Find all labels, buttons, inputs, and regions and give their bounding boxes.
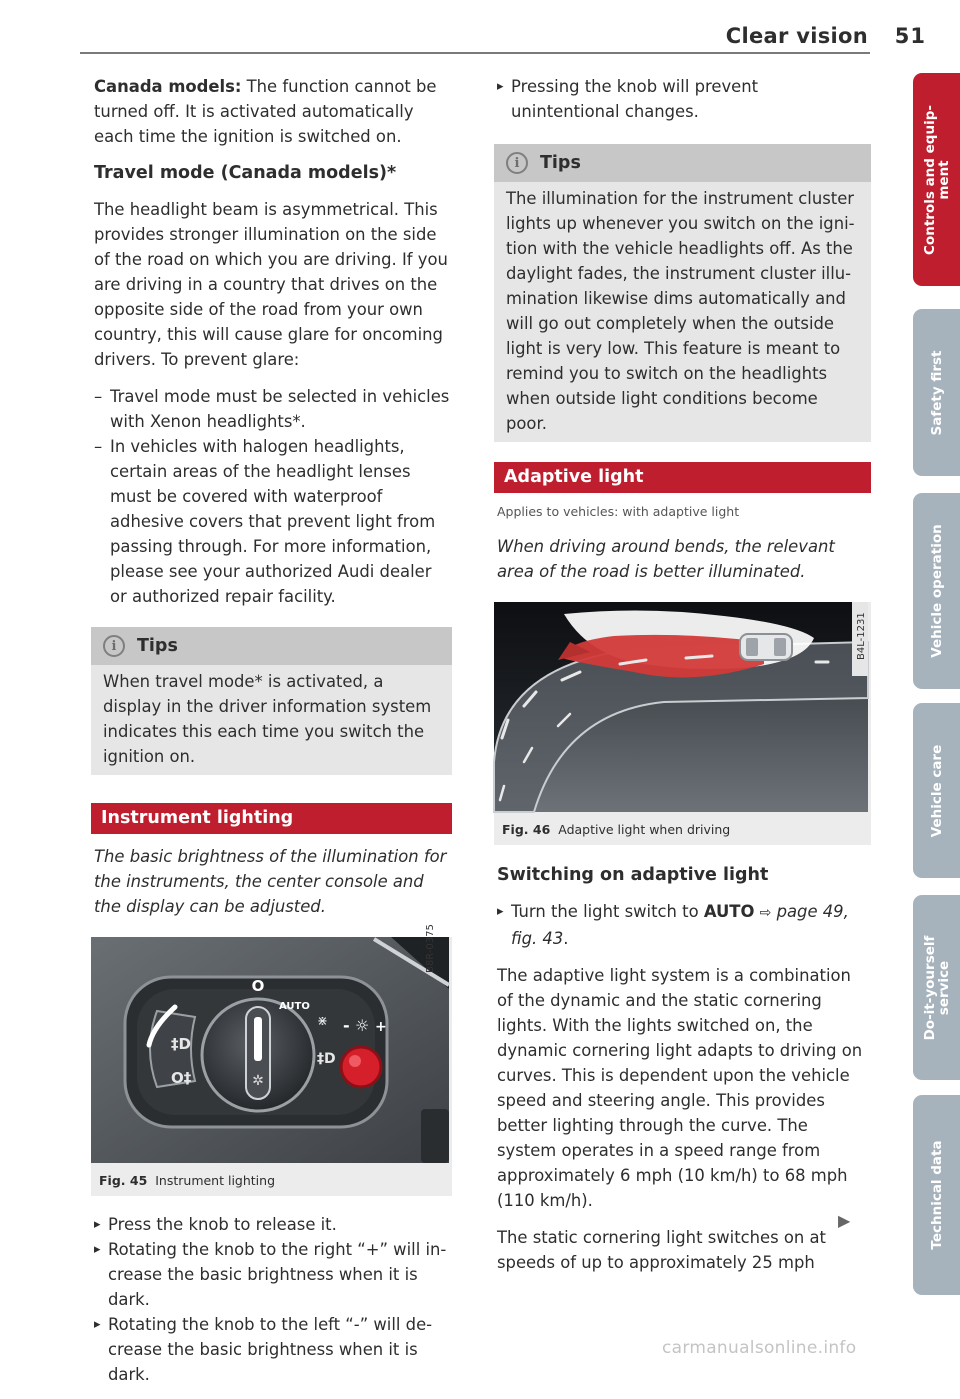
tab-label: Controls and equip- ment bbox=[921, 104, 952, 255]
instrument-lighting-heading: Instrument lighting bbox=[91, 803, 452, 834]
tab-controls-and-equipment[interactable] bbox=[913, 73, 960, 286]
figure-number: Fig. 45 bbox=[99, 1173, 148, 1188]
tab-label: Safety first bbox=[928, 350, 945, 435]
figure-caption bbox=[91, 1170, 452, 1196]
svg-text:‡D: ‡D bbox=[171, 1035, 191, 1053]
reference-arrow-icon: ⇨ bbox=[759, 905, 772, 921]
list-item: ▸ Rotating the knob to the left “-” will decrease the basic brightness when it is dark. bbox=[94, 1312, 452, 1387]
header-rule bbox=[80, 52, 870, 54]
watermark: carmanualsonline.info bbox=[662, 1338, 857, 1358]
svg-text:☼: ☼ bbox=[355, 1016, 370, 1035]
page-reference-link[interactable]: page 49, fig. 43 bbox=[511, 902, 849, 948]
list-item: – In vehicles with halogen headlights, certain areas of the headlight lenses must be covered with waterproof adhesive covers that prevent light from passing through. For more information, please see your authorized Audi dealer or authorized repair facility. bbox=[94, 434, 452, 609]
switch-off-label: O bbox=[251, 977, 265, 995]
left-column bbox=[94, 74, 452, 1399]
tips-header bbox=[494, 144, 871, 182]
canada-lead: Canada models: bbox=[94, 77, 242, 96]
list-item: ▸ Rotating the knob to the right “+” will increase the basic brightness when it is dark. bbox=[94, 1237, 452, 1312]
list-item: ▸ Pressing the knob will prevent unintentional changes. bbox=[497, 74, 871, 124]
continue-arrow-icon: ▶ bbox=[838, 1211, 851, 1230]
tips-header bbox=[91, 627, 452, 665]
figure-caption-text: Adaptive light when driving bbox=[558, 822, 731, 837]
adaptive-light-intro: When driving around bends, the relevant area of the road is better illuminated. bbox=[497, 537, 835, 581]
auto-setting: AUTO bbox=[703, 902, 755, 921]
switch-auto-label: AUTO bbox=[279, 1001, 310, 1012]
figure-code: B8R-0375 bbox=[425, 924, 436, 973]
tab-label: Technical data bbox=[928, 1140, 945, 1250]
tips-text: When travel mode* is activated, a display in the driver information system indicates this each time you switch the ignition on. bbox=[103, 672, 432, 766]
canada-paragraph bbox=[94, 74, 452, 149]
brightness-plus-label: + bbox=[375, 1019, 387, 1035]
instrument-steps-continued bbox=[497, 74, 871, 124]
figure-adaptive-light bbox=[494, 602, 871, 845]
list-item: – Travel mode must be selected in vehicles with Xenon headlights*. bbox=[94, 384, 452, 434]
tab-safety-first[interactable] bbox=[913, 309, 960, 476]
page-number: 51 bbox=[894, 24, 926, 48]
tab-label: Vehicle care bbox=[928, 744, 945, 837]
light-switch-illustration bbox=[91, 924, 449, 1163]
tab-do-it-yourself-service[interactable] bbox=[913, 895, 960, 1080]
tips-label: Tips bbox=[540, 152, 581, 173]
info-icon: i bbox=[506, 152, 528, 174]
step-text: Turn the light switch to bbox=[511, 902, 704, 921]
adaptive-light-heading: Adaptive light bbox=[494, 462, 871, 493]
tips-box bbox=[91, 627, 452, 775]
applies-to: Applies to vehicles: with adaptive light bbox=[497, 504, 740, 519]
travel-mode-list bbox=[94, 384, 452, 609]
tab-vehicle-care[interactable] bbox=[913, 703, 960, 878]
svg-text:✲: ✲ bbox=[252, 1073, 264, 1089]
travel-mode-paragraph: The headlight beam is asymmetrical. This provides stronger illumination on the side of the road on which you are driving. If you are driving in a country that drives on the opposite side of the road from your own country, this will cause glare for oncoming drivers. To prevent glare: bbox=[94, 200, 448, 369]
tab-technical-data[interactable] bbox=[913, 1095, 960, 1295]
switching-steps bbox=[497, 899, 871, 951]
step-end: . bbox=[563, 929, 569, 948]
adaptive-paragraph-1: The adaptive light system is a combination of the dynamic and the static cornering lights. With the lights switched on, the dynamic cornering light adapts to driving on curves. This is dependent upon the vehicle speed and steering angle. This provides better lighting through the curve. The system operates in a speed range from approximately 6 mph (10 km/h) to 68 mph (110 km/h). bbox=[497, 966, 863, 1210]
tab-vehicle-operation[interactable] bbox=[913, 493, 960, 689]
tab-label: Do-it-yourself service bbox=[921, 935, 952, 1040]
tips-box bbox=[494, 144, 871, 442]
list-item: ▸ Press the knob to release it. bbox=[94, 1212, 452, 1237]
instrument-lighting-intro: The basic brightness of the illumination for the instruments, the center console and the display can be adjusted. bbox=[94, 847, 447, 916]
figure-caption bbox=[494, 819, 871, 845]
figure-caption-text: Instrument lighting bbox=[155, 1173, 276, 1188]
svg-text:⋇: ⋇ bbox=[317, 1014, 328, 1029]
canada-text: The function cannot be turned off. It is activated automatically each time the ignition is switched on. bbox=[94, 77, 437, 146]
list-item bbox=[497, 899, 871, 951]
info-icon: i bbox=[103, 635, 125, 657]
figure-number: Fig. 46 bbox=[502, 822, 551, 837]
tips-text: The illumination for the instrument cluster lights up whenever you switch on the ignition with the vehicle headlights off. As the daylight fades, the instrument cluster illumination likewise dims automatically and will go out completely when the outside light is very low. This feature is meant to remind you to switch on the headlights when outside light conditions become poor. bbox=[506, 189, 855, 433]
figure-code: B4L-1231 bbox=[856, 612, 867, 660]
adaptive-paragraph-2: The static cornering light switches on at speeds of up to approximately 25 mph bbox=[497, 1228, 826, 1272]
switching-heading: Switching on adaptive light bbox=[497, 865, 769, 885]
brightness-minus-label: - bbox=[343, 1016, 350, 1035]
svg-text:O‡: O‡ bbox=[171, 1069, 192, 1087]
adaptive-light-illustration bbox=[494, 602, 868, 812]
figure-instrument-lighting bbox=[91, 924, 452, 1196]
tips-label: Tips bbox=[137, 635, 178, 656]
svg-text:‡D: ‡D bbox=[317, 1051, 336, 1067]
instrument-steps bbox=[94, 1212, 452, 1387]
travel-mode-heading: Travel mode (Canada models)* bbox=[94, 163, 397, 183]
tab-label: Vehicle operation bbox=[928, 524, 945, 658]
page-header-title: Clear vision bbox=[725, 24, 868, 48]
right-column bbox=[497, 74, 871, 1287]
